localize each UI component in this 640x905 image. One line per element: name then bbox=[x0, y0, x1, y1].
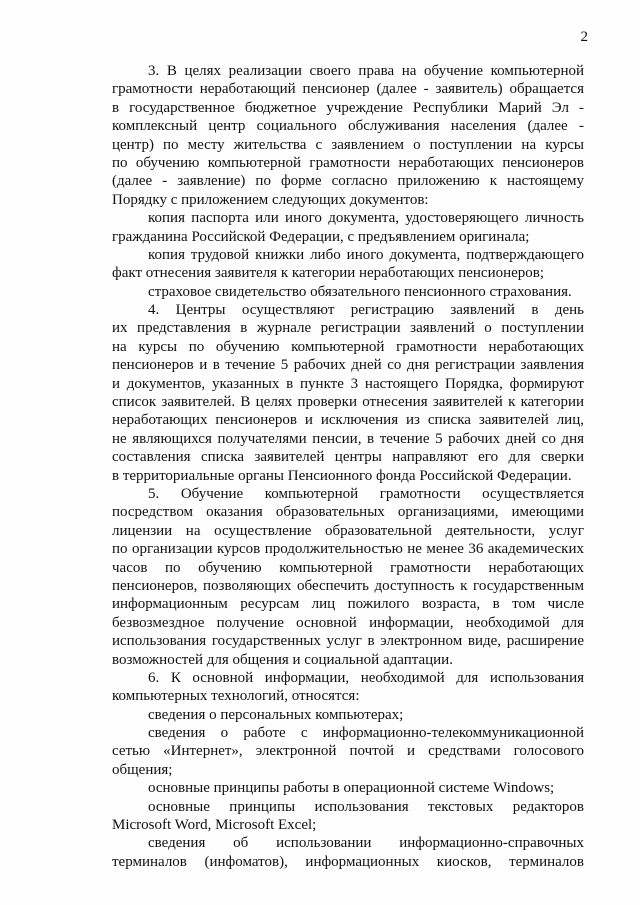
page-number: 2 bbox=[580, 29, 588, 45]
text-line: сведения о персональных компьютерах; bbox=[148, 706, 404, 723]
text-line: безвозмездное получение основной информации, необходимой для bbox=[112, 614, 584, 631]
text-line: комплексный центр социального обслуживания населения (далее - bbox=[112, 118, 584, 135]
text-line: терминалов (инфоматов), информационных киосков, терминалов bbox=[112, 853, 584, 870]
text-line: основные принципы работы в операционной системе Windows; bbox=[148, 780, 555, 797]
text-line: посредством оказания образовательных организациями, имеющими bbox=[112, 504, 584, 521]
text-line: часов по обучению компьютерной грамотности неработающих bbox=[112, 559, 584, 576]
text-line: сведения о работе с информационно-телекоммуникационной bbox=[148, 725, 584, 742]
text-line: центр) по месту жительства с заявлением о поступлении на курсы bbox=[112, 136, 584, 153]
text-line: компьютерных технологий, относятся: bbox=[112, 688, 360, 705]
text-line: Порядку с приложением следующих документов: bbox=[112, 191, 429, 208]
text-line: 6. К основной информации, необходимой для использования bbox=[148, 669, 584, 686]
text-line: неработающих пенсионеров и исключения из списка заявителей лиц, bbox=[112, 412, 584, 429]
text-line: сетью «Интернет», электронной почтой и средствами голосового bbox=[112, 743, 584, 760]
text-line: пенсионеров и в течение 5 рабочих дней со дня регистрации заявления bbox=[112, 357, 584, 374]
text-line: грамотности неработающий пенсионер (далее - заявитель) обращается bbox=[112, 81, 584, 98]
text-line: в территориальные органы Пенсионного фонда Российской Федерации. bbox=[112, 467, 572, 484]
text-line: в государственное бюджетное учреждение Республики Марий Эл - bbox=[112, 99, 584, 116]
text-line: сведения об использовании информационно-справочных bbox=[148, 835, 584, 852]
text-line: список заявителей. В целях проверки отнесения заявителей к категории bbox=[112, 394, 584, 411]
text-line: лицензии на осуществление образовательной деятельности, услуг bbox=[112, 522, 584, 539]
text-line: гражданина Российской Федерации, с предъявлением оригинала; bbox=[112, 228, 530, 245]
text-line: факт отнесения заявителя к категории неработающих пенсионеров; bbox=[112, 265, 545, 282]
document-body bbox=[112, 62, 584, 871]
text-line: (далее - заявление) по форме согласно приложению к настоящему bbox=[112, 173, 584, 190]
text-line: по обучению компьютерной грамотности неработающих пенсионеров bbox=[112, 154, 584, 171]
text-line: страховое свидетельство обязательного пенсионного страхования. bbox=[148, 283, 572, 300]
text-line: 5. Обучение компьютерной грамотности осуществляется bbox=[148, 485, 584, 502]
text-line: Microsoft Word, Microsoft Excel; bbox=[112, 817, 317, 834]
text-line: возможностей для общения и социальной адаптации. bbox=[112, 651, 453, 668]
text-line: копия трудовой книжки либо иного документа, подтверждающего bbox=[148, 246, 584, 263]
text-line: 3. В целях реализации своего права на обучение компьютерной bbox=[148, 63, 584, 79]
text-line: основные принципы использования текстовых редакторов bbox=[148, 798, 584, 815]
text-line: информационным ресурсам лиц пожилого возраста, в том числе bbox=[112, 596, 584, 613]
text-line: по организации курсов продолжительностью не менее 36 академических bbox=[112, 541, 584, 558]
text-line: составления списка заявителей центры направляют его для сверки bbox=[112, 449, 584, 466]
text-line: их представления в журнале регистрации заявлений о поступлении bbox=[112, 320, 584, 337]
text-line: не являющихся получателями пенсии, в течение 5 рабочих дней со дня bbox=[112, 430, 584, 447]
text-line: общения; bbox=[112, 761, 173, 778]
text-line: использования государственных услуг в электронном виде, расширение bbox=[112, 633, 584, 650]
text-line: на курсы по обучению компьютерной грамотности неработающих bbox=[112, 338, 584, 355]
text-line: копия паспорта или иного документа, удостоверяющего личность bbox=[148, 210, 584, 227]
text-line: и документов, указанных в пункте 3 настоящего Порядка, формируют bbox=[112, 375, 584, 392]
text-line: 4. Центры осуществляют регистрацию заявлений в день bbox=[148, 302, 584, 319]
text-line: пенсионеров, позволяющих обеспечить доступность к государственным bbox=[112, 577, 584, 594]
